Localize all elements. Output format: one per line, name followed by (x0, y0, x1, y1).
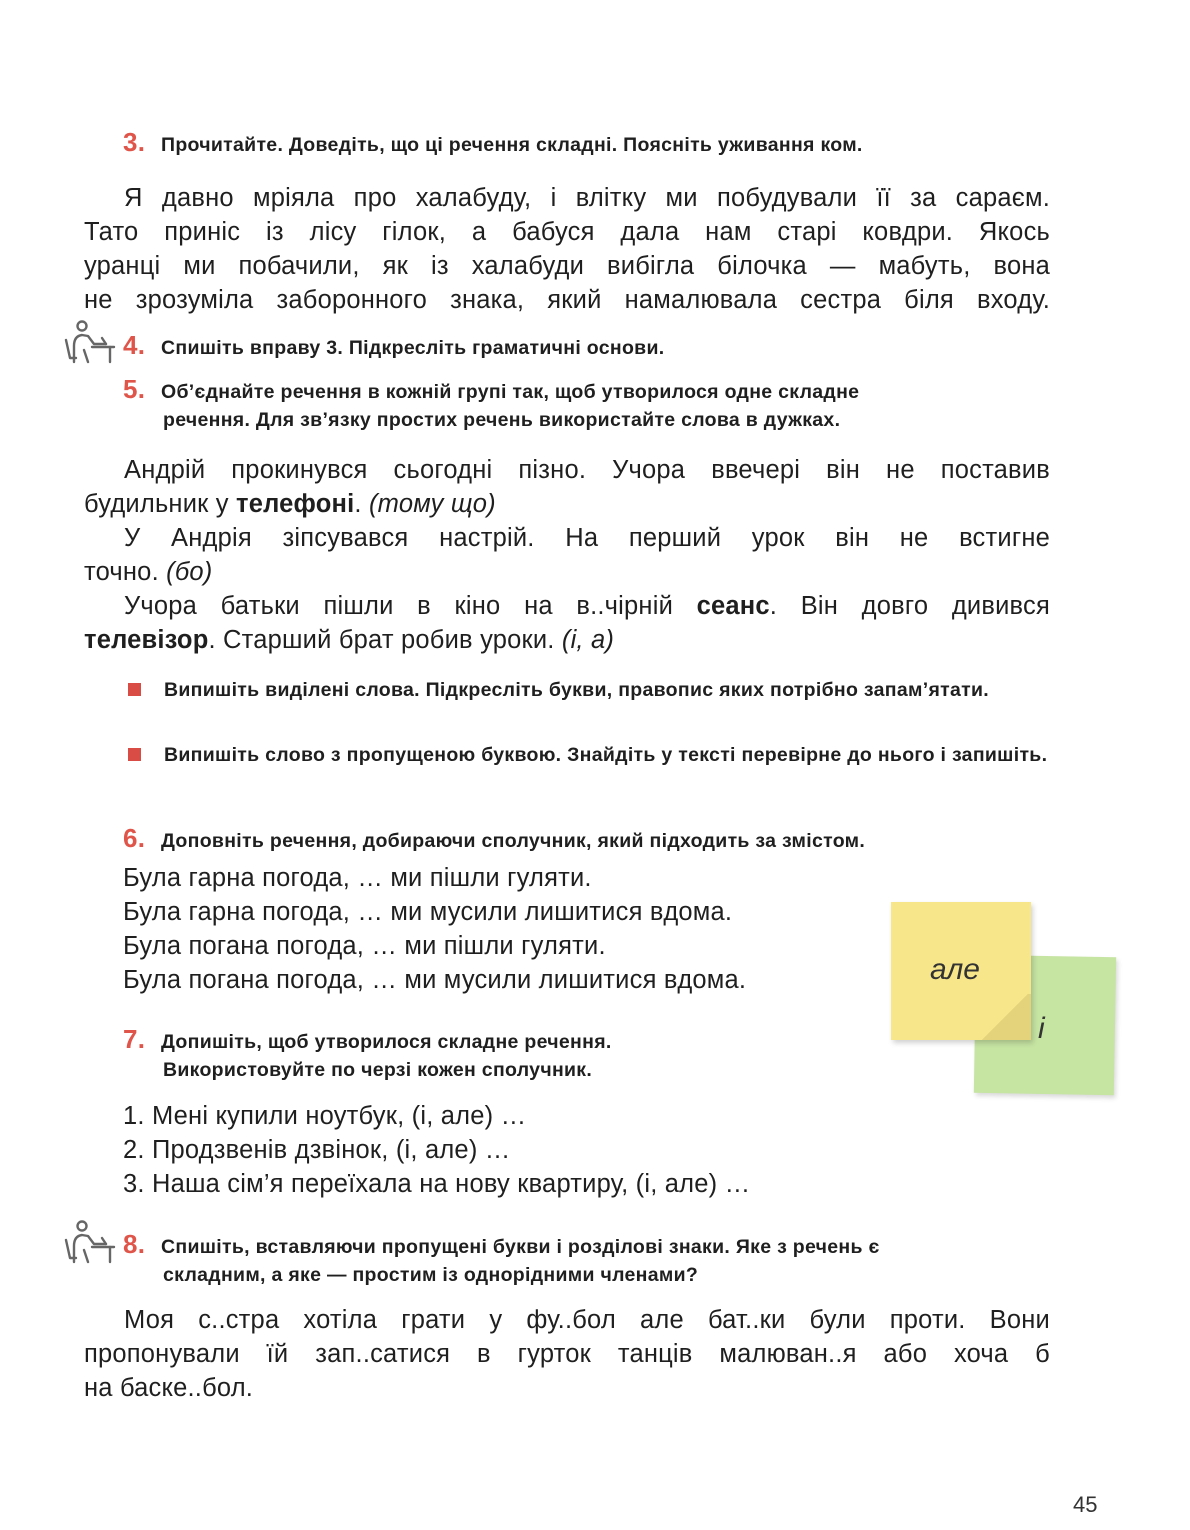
task-text: складним, а яке — простим із однорідними членами? (163, 1264, 699, 1286)
text-line: Я давно мріяла про халабуду, і влітку ми побудували її за сараєм. (124, 184, 1050, 212)
task-text: Об’єднайте речення в кожній групі так, щоб утворилося одне складне (161, 381, 860, 403)
sentence: Була гарна погода, … ми пішли гуляти. (123, 864, 592, 892)
task-number: 4. (123, 330, 146, 360)
text-line: точно. (бо) (84, 558, 213, 586)
task-5-text (84, 453, 1050, 657)
text-line: будильник у телефоні. (тому що) (84, 490, 496, 518)
note-label-ale: але (930, 953, 980, 986)
task-6-sentences (123, 861, 746, 997)
note-fold (979, 994, 1031, 1040)
task-8-text (84, 1303, 1050, 1405)
text-line: на баске..бол. (84, 1374, 254, 1402)
highlighted-word: телефоні (236, 490, 355, 518)
text-line: телевізор. Старший брат робив уроки. (і, а) (84, 626, 615, 654)
task-4-instruction (123, 331, 1053, 362)
sentence: Була погана погода, … ми пішли гуляти. (123, 932, 606, 960)
hint: (бо) (166, 558, 213, 586)
written-task-icon (62, 320, 116, 364)
task-number: 6. (123, 823, 146, 853)
task-text: Прочитайте. Доведіть, що ці речення складні. Поясніть уживання ком. (161, 134, 863, 156)
task-3-instruction (123, 128, 1053, 159)
task-8-instruction (123, 1230, 1053, 1289)
highlighted-word: телевізор (84, 626, 209, 654)
task-7-items (123, 1099, 750, 1201)
text-line: Моя с..стра хотіла грати у фу..бол але бат..ки були проти. Вони (124, 1306, 1050, 1334)
task-text: Спишіть, вставляючи пропущені букви і розділові знаки. Яке з речень є (161, 1236, 880, 1258)
task-5-instruction (123, 375, 1053, 434)
text-line: Учора батьки пішли в кіно на в..чірній сеанс. Він довго дивився (124, 592, 1050, 620)
hint: (і, а) (561, 626, 615, 654)
task-text: Допишіть, щоб утворилося складне речення. (161, 1031, 612, 1053)
sentence: Була гарна погода, … ми мусили лишитися вдома. (123, 898, 733, 926)
bullet-square-icon (128, 748, 141, 761)
task-text: Використовуйте по черзі кожен сполучник. (163, 1059, 593, 1081)
task-text: Доповніть речення, добираючи сполучник, який підходить за змістом. (161, 830, 866, 852)
bullet-square-icon (128, 683, 141, 696)
highlighted-word: сеанс (696, 592, 770, 620)
task-number: 3. (123, 127, 146, 157)
task-text: Спишіть вправу 3. Підкресліть граматичні основи. (161, 337, 665, 359)
page-number: 45 (1073, 1492, 1098, 1517)
task-number: 5. (123, 374, 146, 404)
hint: (тому що) (368, 490, 496, 518)
task-text: речення. Для зв’язку простих речень використайте слова в дужках. (163, 409, 841, 431)
list-item: 3. Наша сім’я переїхала на нову квартиру, (і, але) … (123, 1170, 751, 1198)
note-label-i: і (1038, 1012, 1045, 1045)
written-task-icon (62, 1220, 116, 1264)
text-line: Андрій прокинувся сьогодні пізно. Учора ввечері він не поставив (124, 456, 1050, 484)
list-item: 2. Продзвенів дзвінок, (і, але) … (123, 1136, 511, 1164)
task-7-instruction (123, 1025, 723, 1084)
bullet-item: Випишіть слово з пропущеною буквою. Знайдіть у тексті перевірне до нього і запишіть. (128, 741, 1050, 769)
sentence: Була погана погода, … ми мусили лишитися вдома. (123, 966, 747, 994)
bullet-item: Випишіть виділені слова. Підкресліть букви, правопис яких потрібно запам’ятати. (128, 676, 1050, 704)
task-number: 7. (123, 1024, 146, 1054)
list-item: 1. Мені купили ноутбук, (і, але) … (123, 1102, 527, 1130)
text-line: не зрозуміла заборонного знака, який намалювала сестра біля входу. (84, 286, 1050, 314)
text-line: Тато приніс із лісу гілок, а бабуся дала нам старі ковдри. Якось (84, 218, 1050, 246)
task-6-instruction (123, 824, 1053, 855)
task-3-text (84, 181, 1050, 317)
task-number: 8. (123, 1229, 146, 1259)
text-line: пропонували їй зап..сатися в гурток танців малюван..я або хоча б (84, 1340, 1050, 1368)
text-line: У Андрія зіпсувався настрій. На перший урок він не встигне (124, 524, 1050, 552)
text-line: уранці ми побачили, як із халабуди вибігла білочка — мабуть, вона (84, 252, 1050, 280)
